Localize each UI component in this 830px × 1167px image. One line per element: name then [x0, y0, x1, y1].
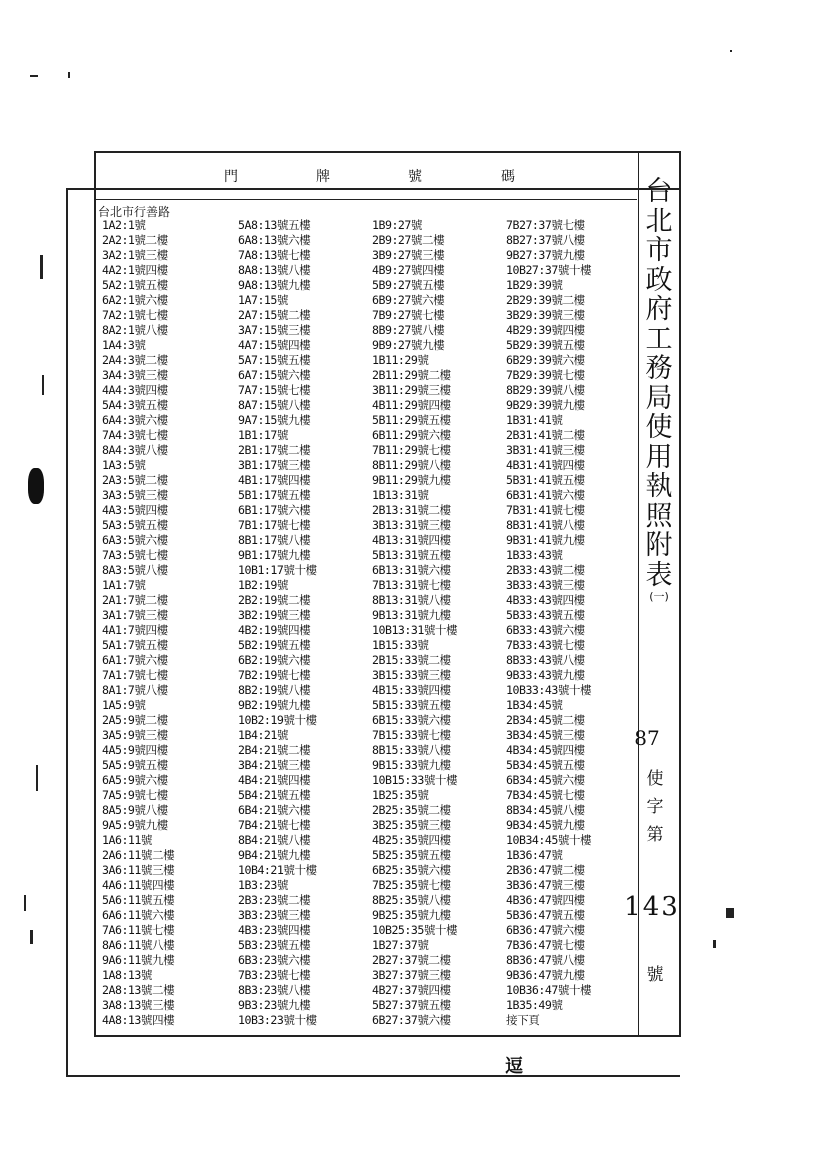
address-entry: 1B35:49號 [506, 998, 563, 1012]
address-entry: 10B2:19號十樓 [238, 713, 317, 727]
address-entry: 10B4:21號十樓 [238, 863, 317, 877]
address-entry: 3A6:11號三樓 [102, 863, 175, 877]
address-entry: 2B15:33號二樓 [372, 653, 451, 667]
address-entry: 9A8:13號九樓 [238, 278, 311, 292]
address-entry: 3B2:19號三樓 [238, 608, 311, 622]
address-entry: 2B33:43號二樓 [506, 563, 585, 577]
address-entry: 4A5:9號四樓 [102, 743, 168, 757]
address-entry: 7A6:11號七樓 [102, 923, 175, 937]
address-entry: 8B34:45號八樓 [506, 803, 585, 817]
address-entry: 6B31:41號六樓 [506, 488, 585, 502]
address-entry: 6B3:23號六樓 [238, 953, 311, 967]
address-entry: 2A3:5號二樓 [102, 473, 168, 487]
address-entry: 7B15:33號七樓 [372, 728, 451, 742]
address-entry: 2A2:1號二樓 [102, 233, 168, 247]
title-char: 市 [645, 235, 673, 266]
permit-number: 143 [624, 892, 680, 922]
address-entry: 7A2:1號七樓 [102, 308, 168, 322]
address-entry: 2B2:19號二樓 [238, 593, 311, 607]
address-entry: 10B36:47號十樓 [506, 983, 592, 997]
address-entry: 4A8:13號四樓 [102, 1013, 175, 1027]
address-entry: 1B29:39號 [506, 278, 563, 292]
address-entry: 2B34:45號二樓 [506, 713, 585, 727]
address-entry: 4B25:35號四樓 [372, 833, 451, 847]
address-entry: 5B1:17號五樓 [238, 488, 311, 502]
scan-smudge [28, 468, 44, 504]
address-entry: 3B11:29號三樓 [372, 383, 451, 397]
title-subscript: (一) [649, 590, 669, 603]
title-char: 務 [645, 353, 673, 384]
address-entry: 7B3:23號七樓 [238, 968, 311, 982]
address-entry: 1B2:19號 [238, 578, 288, 592]
address-entry: 3A5:9號三樓 [102, 728, 168, 742]
address-column [238, 218, 317, 1028]
address-entry: 8A8:13號八樓 [238, 263, 311, 277]
address-entry: 8A5:9號八樓 [102, 803, 168, 817]
address-entry: 5B2:19號五樓 [238, 638, 311, 652]
address-entry: 8A1:7號八樓 [102, 683, 168, 697]
address-entry: 4B34:45號四樓 [506, 743, 585, 757]
address-entry: 5A4:3號五樓 [102, 398, 168, 412]
address-entry: 8B29:39號八樓 [506, 383, 585, 397]
address-entry: 3B34:45號三樓 [506, 728, 585, 742]
address-entry: 6B13:31號六樓 [372, 563, 451, 577]
address-entry: 4A7:15號四樓 [238, 338, 311, 352]
address-entry: 3B15:33號三樓 [372, 668, 451, 682]
address-entry: 10B25:35號十樓 [372, 923, 458, 937]
address-entry: 5B31:41號五樓 [506, 473, 585, 487]
address-entry: 6A1:7號六樓 [102, 653, 168, 667]
address-entry: 5B34:45號五樓 [506, 758, 585, 772]
address-entry: 4A2:1號四樓 [102, 263, 168, 277]
address-entry: 7B36:47號七樓 [506, 938, 585, 952]
title-char: 北 [645, 205, 673, 237]
address-entry: 7A1:7號七樓 [102, 668, 168, 682]
address-entry: 8A2:1號八樓 [102, 323, 168, 337]
address-entry: 1A6:11號 [102, 833, 152, 847]
address-entry: 9B25:35號九樓 [372, 908, 451, 922]
address-entry: 7B34:45號七樓 [506, 788, 585, 802]
address-entry: 5B29:39號五樓 [506, 338, 585, 352]
address-entry: 3B36:47號三樓 [506, 878, 585, 892]
address-entry: 4B33:43號四樓 [506, 593, 585, 607]
address-entry: 7B1:17號七樓 [238, 518, 311, 532]
address-entry: 6A2:1號六樓 [102, 293, 168, 307]
address-entry: 8B27:37號八樓 [506, 233, 585, 247]
address-entry: 8A3:5號八樓 [102, 563, 168, 577]
address-entry: 7A8:13號七樓 [238, 248, 311, 262]
address-entry: 6A8:13號六樓 [238, 233, 311, 247]
address-entry: 8B13:31號八樓 [372, 593, 451, 607]
address-entry: 2B25:35號二樓 [372, 803, 451, 817]
address-entry: 6A6:11號六樓 [102, 908, 175, 922]
address-entry: 2A1:7號二樓 [102, 593, 168, 607]
address-entry: 7B11:29號七樓 [372, 443, 451, 457]
address-entry: 2B11:29號二樓 [372, 368, 451, 382]
address-entry: 3A8:13號三樓 [102, 998, 175, 1012]
scan-mark [24, 895, 26, 911]
scan-mark [30, 930, 33, 944]
address-entry: 1B31:41號 [506, 413, 563, 427]
title-char: 政 [645, 264, 673, 296]
scan-mark [30, 75, 38, 77]
address-entry: 1A8:13號 [102, 968, 152, 982]
address-entry: 5B9:27號五樓 [372, 278, 445, 292]
address-entry: 5A7:15號五樓 [238, 353, 311, 367]
address-entry: 4B9:27號四樓 [372, 263, 445, 277]
address-entry: 5A5:9號五樓 [102, 758, 168, 772]
title-char: 用 [645, 441, 673, 473]
title-char: 使 [645, 412, 673, 443]
address-entry: 5B11:29號五樓 [372, 413, 451, 427]
permit-year: 87 [634, 726, 660, 750]
address-entry: 8B3:23號八樓 [238, 983, 311, 997]
address-entry: 7B29:39號七樓 [506, 368, 585, 382]
address-entry: 7A3:5號七樓 [102, 548, 168, 562]
address-entry: 1A3:5號 [102, 458, 146, 472]
address-entry: 9A6:11號九樓 [102, 953, 175, 967]
address-entry: 9A7:15號九樓 [238, 413, 311, 427]
address-entry: 9B13:31號九樓 [372, 608, 451, 622]
address-entry: 4B15:33號四樓 [372, 683, 451, 697]
address-entry: 9B29:39號九樓 [506, 398, 585, 412]
header-char: 碼 [501, 169, 515, 185]
address-entry: 3B31:41號三樓 [506, 443, 585, 457]
address-entry: 3A2:1號三樓 [102, 248, 168, 262]
title-char: 台 [645, 176, 673, 207]
title-char: 局 [645, 382, 673, 414]
address-entry: 8B31:41號八樓 [506, 518, 585, 532]
address-entry: 5B25:35號五樓 [372, 848, 451, 862]
header-char: 號 [408, 169, 422, 185]
address-entry: 6B9:27號六樓 [372, 293, 445, 307]
address-entry: 6B29:39號六樓 [506, 353, 585, 367]
address-entry: 8B11:29號八樓 [372, 458, 451, 472]
address-entry: 5B15:33號五樓 [372, 698, 451, 712]
address-entry: 1B36:47號 [506, 848, 563, 862]
address-entry: 5A6:11號五樓 [102, 893, 175, 907]
address-entry: 2A4:3號二樓 [102, 353, 168, 367]
address-entry: 3B29:39號三樓 [506, 308, 585, 322]
address-entry: 3B4:21號三樓 [238, 758, 311, 772]
address-entry: 6B11:29號六樓 [372, 428, 451, 442]
address-entry: 10B3:23號十樓 [238, 1013, 317, 1027]
header-char: 門 [224, 169, 238, 185]
address-entry: 5A2:1號五樓 [102, 278, 168, 292]
address-entry: 4B4:21號四樓 [238, 773, 311, 787]
address-entry: 6A3:5號六樓 [102, 533, 168, 547]
side-title [641, 177, 677, 604]
address-entry: 1A4:3號 [102, 338, 146, 352]
permit-char: 使 [646, 769, 664, 789]
address-entry: 9B33:43號九樓 [506, 668, 585, 682]
address-entry: 7B9:27號七樓 [372, 308, 445, 322]
address-entry: 10B15:33號十樓 [372, 773, 458, 787]
address-entry: 2B4:21號二樓 [238, 743, 311, 757]
address-entry: 1B13:31號 [372, 488, 429, 502]
address-entry: 9B3:23號九樓 [238, 998, 311, 1012]
address-entry: 5B33:43號五樓 [506, 608, 585, 622]
address-entry: 7B2:19號七樓 [238, 668, 311, 682]
address-entry: 1A5:9號 [102, 698, 146, 712]
address-entry: 9B36:47號九樓 [506, 968, 585, 982]
permit-char: 字 [646, 797, 664, 817]
address-entry: 2A6:11號二樓 [102, 848, 175, 862]
address-entry: 3B3:23號三樓 [238, 908, 311, 922]
address-entry: 6B36:47號六樓 [506, 923, 585, 937]
address-entry: 6A7:15號六樓 [238, 368, 311, 382]
address-entry: 4B27:37號四樓 [372, 983, 451, 997]
address-entry: 8A7:15號八樓 [238, 398, 311, 412]
address-entry: 2B36:47號二樓 [506, 863, 585, 877]
address-entry: 8B15:33號八樓 [372, 743, 451, 757]
address-entry: 1B4:21號 [238, 728, 288, 742]
scan-mark [713, 940, 716, 948]
title-char: 表 [645, 559, 673, 591]
address-entry: 9B15:33號九樓 [372, 758, 451, 772]
address-entry: 3B25:35號三樓 [372, 818, 451, 832]
address-entry: 3B27:37號三樓 [372, 968, 451, 982]
address-entry: 4B29:39號四樓 [506, 323, 585, 337]
address-entry: 6A4:3號六樓 [102, 413, 168, 427]
address-entry: 9B34:45號九樓 [506, 818, 585, 832]
permit-suffix: 號 [646, 965, 664, 985]
address-entry: 5B13:31號五樓 [372, 548, 451, 562]
address-entry: 3B13:31號三樓 [372, 518, 451, 532]
title-char: 附 [645, 530, 673, 561]
address-entry: 6B25:35號六樓 [372, 863, 451, 877]
scan-mark [40, 255, 43, 279]
address-column [506, 218, 591, 1028]
title-char: 執 [645, 471, 673, 502]
address-entry: 6B15:33號六樓 [372, 713, 451, 727]
scan-mark [726, 908, 734, 918]
address-entry: 4B13:31號四樓 [372, 533, 451, 547]
address-entry: 3B33:43號三樓 [506, 578, 585, 592]
address-entry: 7A4:3號七樓 [102, 428, 168, 442]
address-entry: 4B11:29號四樓 [372, 398, 451, 412]
address-entry: 10B34:45號十樓 [506, 833, 592, 847]
address-entry: 8A6:11號八樓 [102, 938, 175, 952]
address-entry: 1B27:37號 [372, 938, 429, 952]
address-entry: 4B2:19號四樓 [238, 623, 311, 637]
address-entry: 5B36:47號五樓 [506, 908, 585, 922]
scan-mark [42, 375, 44, 395]
address-entry: 5B27:37號五樓 [372, 998, 451, 1012]
address-entry: 4A1:7號四樓 [102, 623, 168, 637]
address-entry: 7B33:43號七樓 [506, 638, 585, 652]
address-entry: 2B9:27號二樓 [372, 233, 445, 247]
address-entry: 5B4:21號五樓 [238, 788, 311, 802]
address-entry: 7A5:9號七樓 [102, 788, 168, 802]
address-entry: 3A4:3號三樓 [102, 368, 168, 382]
address-entry: 9B4:21號九樓 [238, 848, 311, 862]
address-entry: 4A6:11號四樓 [102, 878, 175, 892]
address-entry: 7B13:31號七樓 [372, 578, 451, 592]
address-entry: 1B9:27號 [372, 218, 422, 232]
address-entry: 1B33:43號 [506, 548, 563, 562]
address-entry: 5A1:7號五樓 [102, 638, 168, 652]
footer-stamp: 逗 [505, 1056, 523, 1077]
address-entry: 6B1:17號六樓 [238, 503, 311, 517]
address-entry: 接下頁 [506, 1013, 540, 1027]
address-column [372, 218, 457, 1028]
address-entry: 1A2:1號 [102, 218, 146, 232]
header-char: 牌 [316, 169, 330, 185]
address-entry: 8B1:17號八樓 [238, 533, 311, 547]
table-header [96, 153, 637, 200]
title-char: 府 [645, 294, 673, 325]
address-entry: 2A8:13號二樓 [102, 983, 175, 997]
address-entry: 9A5:9號九樓 [102, 818, 168, 832]
address-entry: 5B3:23號五樓 [238, 938, 311, 952]
address-entry: 4A3:5號四樓 [102, 503, 168, 517]
address-column [102, 218, 174, 1028]
address-entry: 3A3:5號三樓 [102, 488, 168, 502]
address-entry: 2B3:23號二樓 [238, 893, 311, 907]
address-entry: 6B33:43號六樓 [506, 623, 585, 637]
address-entry: 2B29:39號二樓 [506, 293, 585, 307]
address-entry: 8B36:47號八樓 [506, 953, 585, 967]
address-entry: 1B34:45號 [506, 698, 563, 712]
address-entry: 2A5:9號二樓 [102, 713, 168, 727]
address-entry: 4A4:3號四樓 [102, 383, 168, 397]
address-entry: 6B27:37號六樓 [372, 1013, 451, 1027]
address-entry: 10B13:31號十樓 [372, 623, 458, 637]
address-entry: 4B1:17號四樓 [238, 473, 311, 487]
address-entry: 6B34:45號六樓 [506, 773, 585, 787]
address-entry: 1B11:29號 [372, 353, 429, 367]
address-entry: 1B1:17號 [238, 428, 288, 442]
address-entry: 7B31:41號七樓 [506, 503, 585, 517]
address-entry: 4B31:41號四樓 [506, 458, 585, 472]
address-entry: 7A7:15號七樓 [238, 383, 311, 397]
permit-char: 第 [646, 825, 664, 845]
scan-mark [730, 50, 732, 52]
address-entry: 4B3:23號四樓 [238, 923, 311, 937]
address-entry: 4B36:47號四樓 [506, 893, 585, 907]
address-entry: 8B9:27號八樓 [372, 323, 445, 337]
street-name: 台北市行善路 [98, 205, 171, 219]
address-entry: 2B27:37號二樓 [372, 953, 451, 967]
address-entry: 3B9:27號三樓 [372, 248, 445, 262]
address-entry: 8B33:43號八樓 [506, 653, 585, 667]
address-entry: 9B27:37號九樓 [506, 248, 585, 262]
address-entry: 3A1:7號三樓 [102, 608, 168, 622]
address-entry: 1A7:15號 [238, 293, 288, 307]
address-entry: 5A8:13號五樓 [238, 218, 311, 232]
address-entry: 9B31:41號九樓 [506, 533, 585, 547]
address-entry: 2B1:17號二樓 [238, 443, 311, 457]
address-entry: 1B25:35號 [372, 788, 429, 802]
address-entry: 8B25:35號八樓 [372, 893, 451, 907]
address-entry: 2A7:15號二樓 [238, 308, 311, 322]
address-entry: 6B4:21號六樓 [238, 803, 311, 817]
address-entry: 8B2:19號八樓 [238, 683, 311, 697]
address-entry: 6B2:19號六樓 [238, 653, 311, 667]
address-entry: 6A5:9號六樓 [102, 773, 168, 787]
address-entry: 9B11:29號九樓 [372, 473, 451, 487]
address-entry: 9B1:17號九樓 [238, 548, 311, 562]
address-entry: 7B25:35號七樓 [372, 878, 451, 892]
address-entry: 3A7:15號三樓 [238, 323, 311, 337]
address-entry: 7B4:21號七樓 [238, 818, 311, 832]
address-entry: 3B1:17號三樓 [238, 458, 311, 472]
address-entry: 9B2:19號九樓 [238, 698, 311, 712]
address-entry: 9B9:27號九樓 [372, 338, 445, 352]
address-entry: 5A3:5號五樓 [102, 518, 168, 532]
address-entry: 8A4:3號八樓 [102, 443, 168, 457]
address-entry: 2B13:31號二樓 [372, 503, 451, 517]
address-entry: 8B4:21號八樓 [238, 833, 311, 847]
address-entry: 7B27:37號七樓 [506, 218, 585, 232]
address-entry: 1A1:7號 [102, 578, 146, 592]
address-entry: 10B27:37號十樓 [506, 263, 592, 277]
scan-mark [36, 765, 38, 791]
title-char: 照 [645, 500, 673, 532]
scan-mark [68, 72, 70, 78]
address-entry: 1B3:23號 [238, 878, 288, 892]
address-entry: 10B1:17號十樓 [238, 563, 317, 577]
address-entry: 2B31:41號二樓 [506, 428, 585, 442]
title-char: 工 [645, 323, 673, 355]
address-entry: 1B15:33號 [372, 638, 429, 652]
address-entry: 10B33:43號十樓 [506, 683, 592, 697]
